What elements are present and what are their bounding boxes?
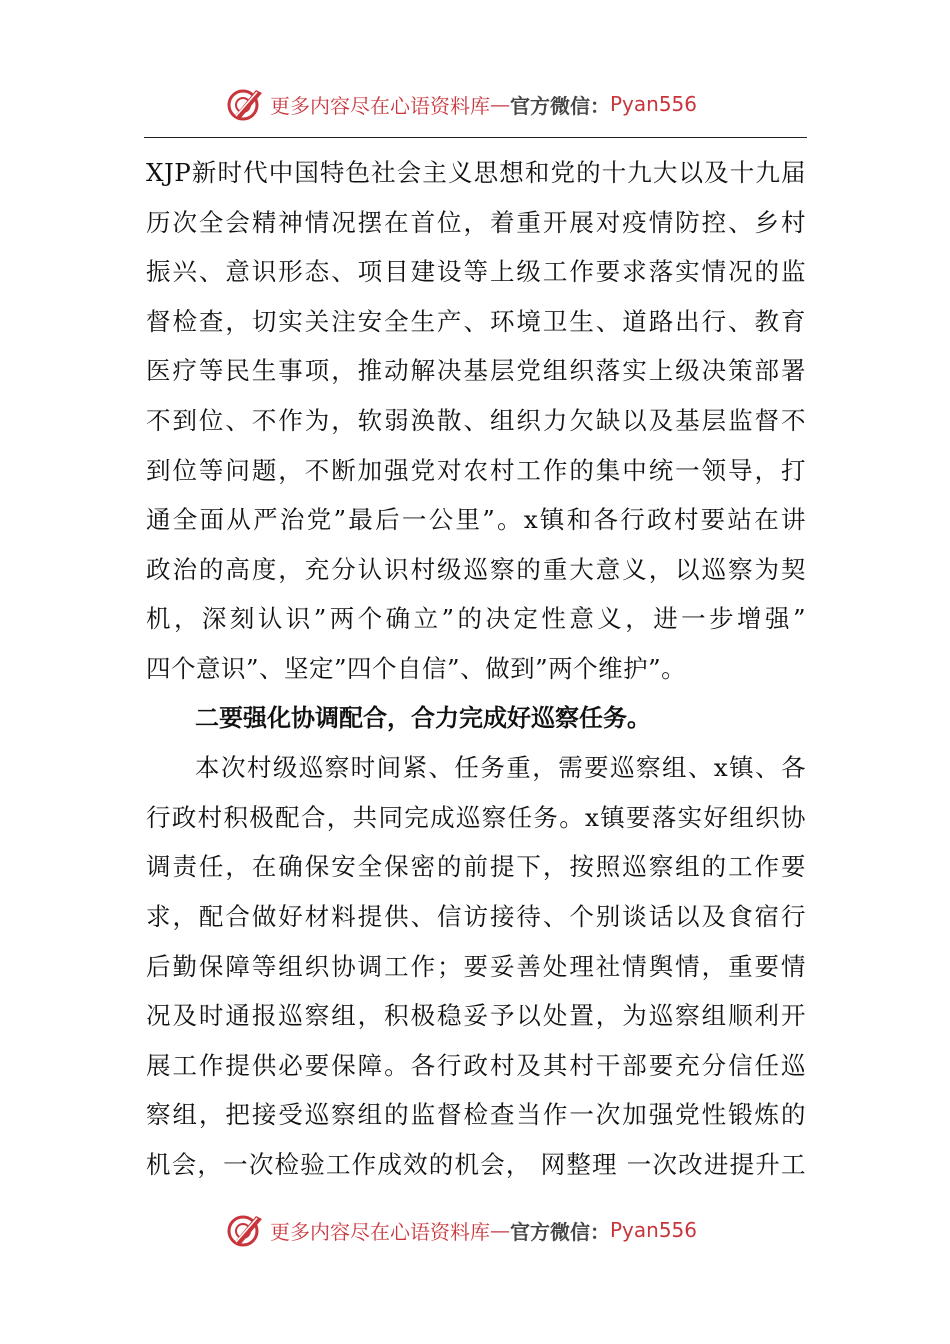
footer-wechat-id: Pyan556 bbox=[610, 1218, 698, 1242]
header-wechat-id: Pyan556 bbox=[610, 92, 698, 116]
text-line: 展工作提供必要保障。各行政村及其村干部要充分信任巡 bbox=[146, 1050, 806, 1080]
text-line: 历次全会精神情况摆在首位，着重开展对疫情防控、乡村 bbox=[146, 207, 806, 237]
footer-wechat-label: 官方微信： bbox=[510, 1219, 610, 1244]
text-line: 通全面从严治党”最后一公里”。x镇和各行政村要站在讲 bbox=[146, 505, 806, 535]
text-line: 振兴、意识形态、项目建设等上级工作要求落实情况的监 bbox=[146, 257, 806, 287]
header-rule bbox=[144, 137, 807, 138]
text-line: 调责任，在确保安全保密的前提下，按照巡察组的工作要 bbox=[146, 852, 806, 882]
text-line: 不到位、不作为，软弱涣散、组织力欠缺以及基层监督不 bbox=[146, 405, 806, 435]
footer-separator: — bbox=[490, 1218, 510, 1242]
text-line: 到位等问题，不断加强党对农村工作的集中统一领导，打 bbox=[146, 455, 806, 485]
header-wechat-label: 官方微信： bbox=[510, 93, 610, 118]
section-heading: 二要强化协调配合，合力完成好巡察任务。 bbox=[195, 703, 651, 732]
text-line: 求，配合做好材料提供、信访接待、个别谈话以及食宿行 bbox=[146, 901, 806, 931]
text-line: 行政村积极配合，共同完成巡察任务。x镇要落实好组织协 bbox=[146, 802, 806, 832]
text-line: 医疗等民生事项，推动解决基层党组织落实上级决策部署 bbox=[146, 356, 806, 386]
text-line: 察组，把接受巡察组的监督检查当作一次加强党性锻炼的 bbox=[146, 1100, 806, 1130]
text-line: 四个意识”、坚定”四个自信”、做到”两个维护”。 bbox=[146, 653, 687, 683]
header-banner bbox=[226, 84, 697, 124]
text-line: 本次村级巡察时间紧、任务重，需要巡察组、x镇、各 bbox=[195, 753, 806, 783]
header-brand-text: 更多内容尽在心语资料库 bbox=[270, 93, 490, 118]
pen-logo-icon bbox=[226, 84, 266, 124]
text-line: 政治的高度，充分认识村级巡察的重大意义，以巡察为契 bbox=[146, 554, 806, 584]
document-body bbox=[146, 148, 806, 1189]
footer-brand-text: 更多内容尽在心语资料库 bbox=[270, 1219, 490, 1244]
pen-logo-icon bbox=[226, 1210, 266, 1250]
text-line: 况及时通报巡察组，积极稳妥予以处置，为巡察组顺利开 bbox=[146, 1001, 806, 1031]
text-line: XJP新时代中国特色社会主义思想和党的十九大以及十九届 bbox=[146, 158, 806, 187]
text-line: 后勤保障等组织协调工作；要妥善处理社情舆情，重要情 bbox=[146, 951, 806, 981]
text-line: 督检查，切实关注安全生产、环境卫生、道路出行、教育 bbox=[146, 306, 806, 336]
text-line: 机会，一次检验工作成效的机会， 网整理 一次改进提升工 bbox=[146, 1149, 806, 1179]
header-separator: — bbox=[490, 92, 510, 116]
text-line: 机，深刻认识”两个确立”的决定性意义，进一步增强” bbox=[146, 604, 806, 634]
footer-banner bbox=[226, 1210, 697, 1250]
